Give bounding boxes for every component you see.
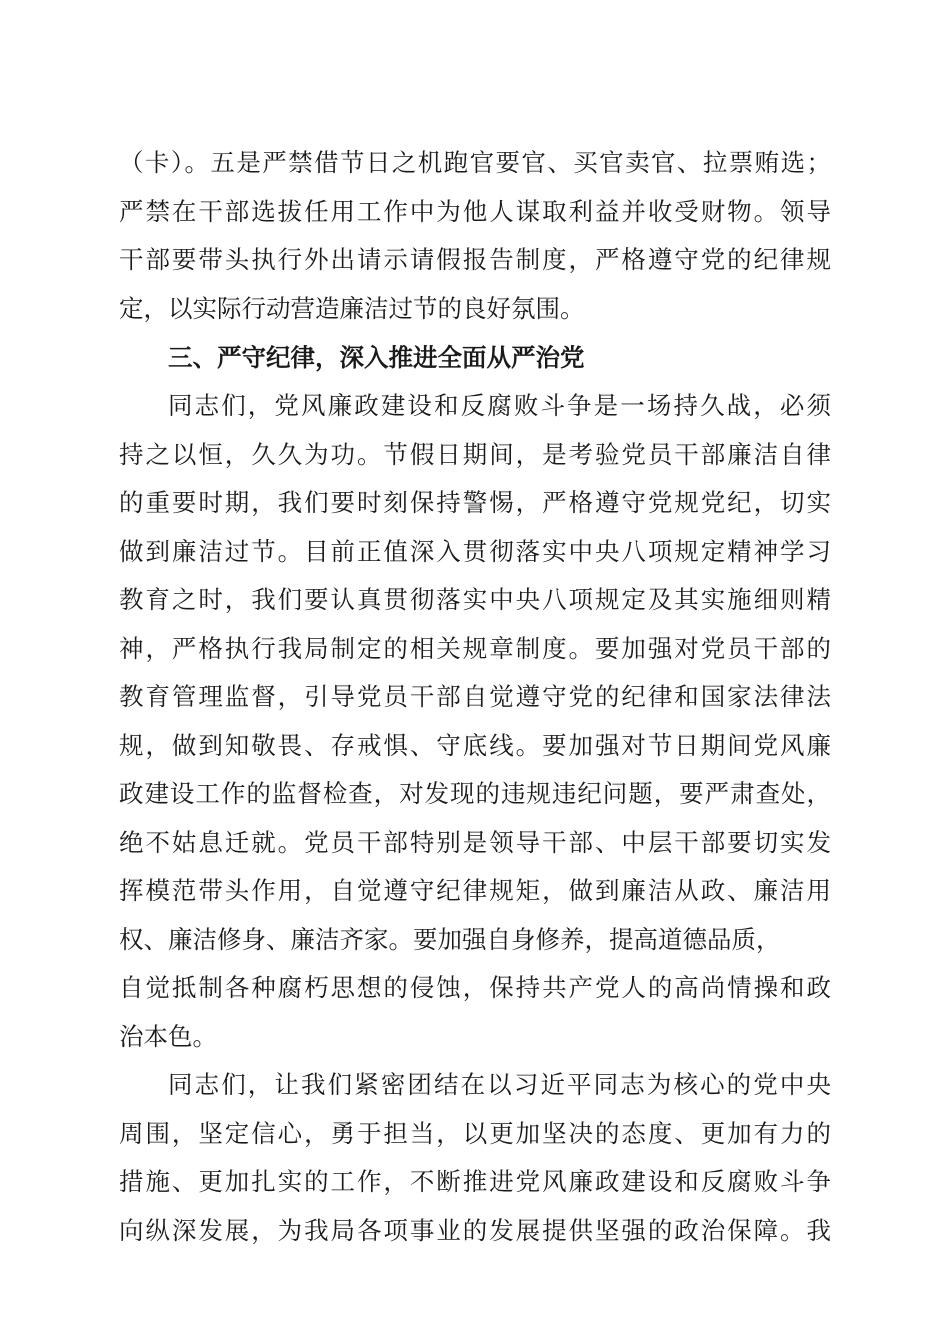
paragraph-1-line-4: 定，以实际行动营造廉洁过节的良好氛围。 [119,294,585,323]
paragraph-1-line-3: 干部要带头执行外出请示请假报告制度，严格遵守党的纪律规 [119,245,831,274]
paragraph-2-line-14: 治本色。 [119,1022,217,1051]
paragraph-2-line-4: 做到廉洁过节。目前正值深入贯彻落实中央八项规定精神学习 [119,537,831,566]
paragraph-2-line-2: 持之以恒，久久为功。节假日期间，是考验党员干部廉洁自律 [119,440,831,469]
paragraph-2-line-10: 绝不姑息迁就。党员干部特别是领导干部、中层干部要切实发 [119,828,831,857]
paragraph-2-line-7: 教育管理监督，引导党员干部自觉遵守党的纪律和国家法律法 [119,682,831,711]
paragraph-1-line-2: 严禁在干部选拔任用工作中为他人谋取利益并收受财物。领导 [119,197,831,226]
paragraph-1-line-1: （卡）。五是严禁借节日之机跑官要官、买官卖官、拉票贿选； [119,148,831,177]
paragraph-3-line-1: 同志们，让我们紧密团结在以习近平同志为核心的党中央 [168,1070,831,1099]
paragraph-3-line-2: 周围，坚定信心，勇于担当，以更加坚决的态度、更加有力的 [119,1119,831,1148]
paragraph-2-line-11: 挥模范带头作用，自觉遵守纪律规矩，做到廉洁从政、廉洁用 [119,876,831,905]
paragraph-3-line-3: 措施、更加扎实的工作，不断推进党风廉政建设和反腐败斗争 [119,1167,831,1196]
paragraph-2-line-6: 神，严格执行我局制定的相关规章制度。要加强对党员干部的 [119,634,831,663]
paragraph-2-line-12: 权、廉洁修身、廉洁齐家。要加强自身修养，提高道德品质， [119,925,781,954]
paragraph-2-line-3: 的重要时期，我们要时刻保持警惕，严格遵守党规党纪，切实 [119,488,831,517]
paragraph-2-line-8: 规，做到知敬畏、存戒惧、守底线。要加强对节日期间党风廉 [119,731,831,760]
section-heading-3: 三、严守纪律，深入推进全面从严治党 [168,343,585,372]
paragraph-2-line-5: 教育之时，我们要认真贯彻落实中央八项规定及其实施细则精 [119,585,831,614]
paragraph-2-line-1: 同志们，党风廉政建设和反腐败斗争是一场持久战，必须 [168,391,831,420]
paragraph-3-line-4: 向纵深发展，为我局各项事业的发展提供坚强的政治保障。我 [119,1216,831,1245]
paragraph-2-line-9: 政建设工作的监督检查，对发现的违规违纪问题，要严肃查处， [119,779,831,808]
paragraph-2-line-13: 自觉抵制各种腐朽思想的侵蚀，保持共产党人的高尚情操和政 [119,973,831,1002]
